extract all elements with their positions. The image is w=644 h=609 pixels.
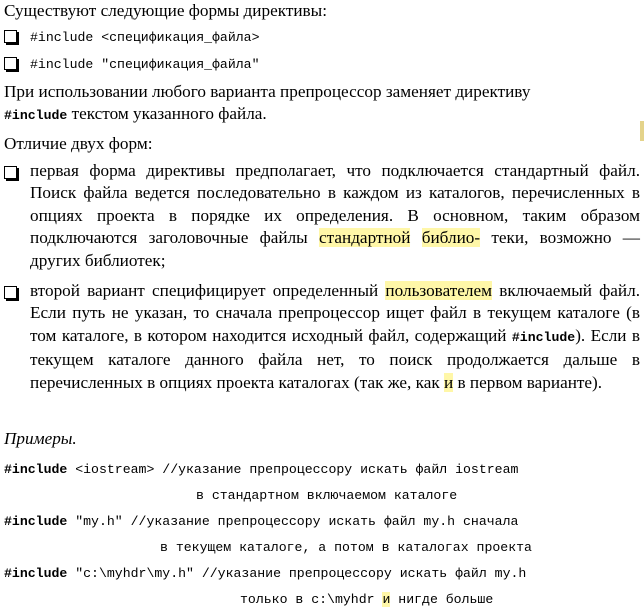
bullet-first-form: первая форма директивы предполагает, что подключается стандартный файл. Поиск файла ведется последовательно в каждом из каталогов, перечисленных в опциях проекта в порядке их определения. В основном, таким образом подключаются заголовочные файлы стандартной библио- теки, возможно — других библиотек;: [30, 161, 640, 270]
bullet-box-icon: [4, 166, 17, 179]
example-2-continuation: в текущем каталоге, а потом в каталогах проекта: [160, 540, 532, 555]
margin-mark: [640, 121, 644, 141]
paragraph-replacement: При использовании любого варианта препроцессор заменяет директиву #include текстом указанного файла.: [4, 82, 531, 124]
bullet-box-icon: [4, 286, 17, 299]
bullet-box-icon: [4, 30, 17, 43]
bullet-box-icon: [4, 57, 17, 70]
include-keyword: #include: [511, 329, 576, 345]
include-keyword: #include: [4, 108, 68, 124]
highlight: и: [444, 372, 454, 392]
bullet-second-form: второй вариант специфицирует определенный пользователем включаемый файл. Если путь не указан, то сначала препроцессор ищет файл в текущем каталоге (в том каталоге, в котором находится исходный файл, содержащий #include). Если в текущем каталоге данного файла нет, то поиск продолжается дальше в перечисленных в опциях проекта каталогах (так же, как и в первом варианте).: [30, 281, 641, 392]
form-angle-brackets: #include <спецификация_файла>: [30, 30, 260, 45]
highlight: стандартной: [319, 228, 411, 248]
example-1-continuation: в стандартном включаемом каталоге: [196, 488, 458, 503]
example-3-continuation: только в c:\myhdr и нигде больше: [240, 592, 494, 607]
intro-text: Существуют следующие формы директивы:: [4, 1, 327, 20]
examples-title: Примеры.: [4, 429, 77, 448]
example-2-line: #include "my.h" //указание препроцессору искать файл my.h сначала: [4, 514, 519, 529]
form-quotes: #include "спецификация_файла": [30, 57, 260, 72]
example-3-line: #include "c:\myhdr\my.h" //указание препроцессору искать файл my.h: [4, 566, 527, 581]
example-1-line: #include <iostream> //указание препроцессору искать файл iostream: [4, 462, 519, 477]
highlight: библио-: [421, 228, 481, 248]
highlight: пользователем: [385, 281, 492, 300]
differences-title: Отличие двух форм:: [4, 134, 153, 153]
highlight: и: [382, 592, 391, 607]
